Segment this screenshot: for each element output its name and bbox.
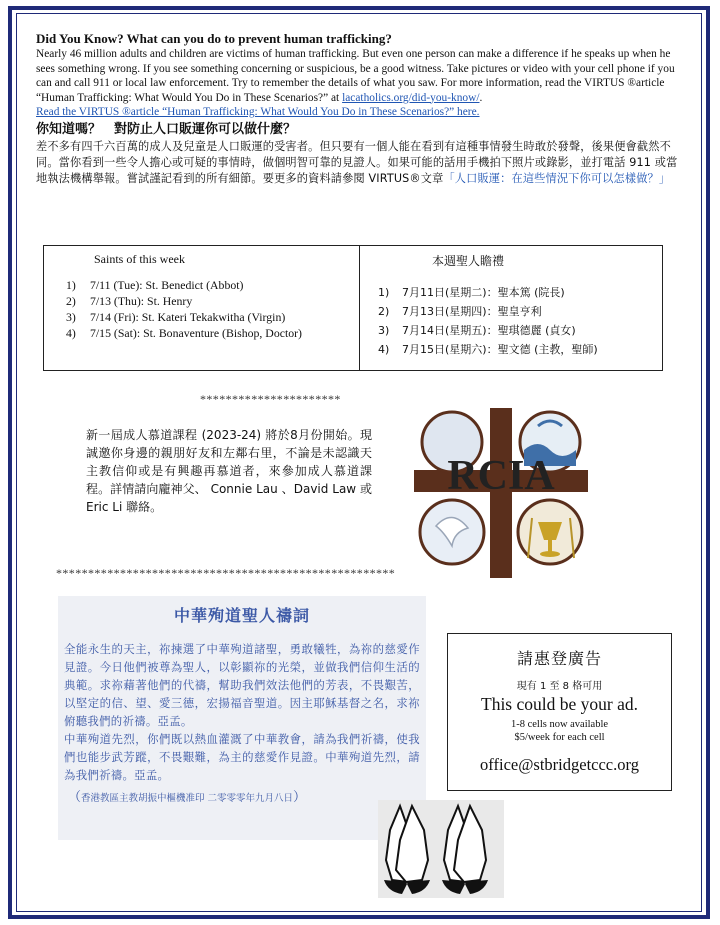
saint-num: 3): [378, 324, 390, 337]
rcia-logo: [414, 408, 588, 578]
saint-num: 2): [66, 294, 76, 308]
saint-text: 7月11日(星期二)：聖本篤 (院長): [402, 286, 565, 299]
saint-item: [66, 309, 302, 325]
lacatholics-link[interactable]: lacatholics.org/did-you-know/: [342, 91, 480, 104]
saints-title-zh: 本週聖人瞻禮: [432, 254, 505, 268]
logo-text: RCIA: [447, 453, 555, 499]
saint-item: [66, 293, 302, 309]
praying-hands-icon: [378, 800, 504, 898]
saints-title-en: Saints of this week: [94, 252, 185, 266]
saint-num: 3): [66, 310, 76, 324]
ad-cells-info: [448, 718, 671, 744]
trafficking-body-text: Nearly 46 million adults and children are victims of human trafficking. But even one person can make a difference if he speaks up when he sees something wrong. If you see something concerning or suspicious, be a good witness. Take pictures or video with your cell phone if you can and call 911 or local law enforcement. Try to remember the details of what you saw. For more information, read the VIRTUS ®article “Human Trafficking: What Would You Do in These Scenarios?” at: [36, 48, 675, 104]
saints-list-en: [66, 277, 302, 341]
saint-text: 7月15日(星期六)：聖文德 (主教，聖師): [402, 343, 598, 356]
prayer-box: [58, 596, 426, 840]
saint-num: 4): [66, 326, 76, 340]
divider-stars-top: **********************: [200, 392, 341, 406]
prayer-source-text: 香港教區主教胡振中樞機准印 二零零零年九月八日: [81, 793, 294, 804]
saint-num: 2): [378, 305, 390, 318]
paren-close: ）: [293, 790, 307, 805]
saint-num: 4): [378, 343, 390, 356]
prayer-body: 全能永生的天主，祢揀選了中華殉道諸聖，勇敢犧牲，為祢的慈愛作見證。今日他們被尊為聖人，以彰顯祢的光榮，並做我們信仰生活的典範。求祢藉著他們的代禱，幫助我們效法他們的芳表，不畏艱苦，以堅定的信、望、愛三德，宏揚福音聖道。因主耶穌基督之名，求祢俯聽我們的祈禱。亞孟。: [64, 642, 420, 728]
saint-num: 1): [378, 286, 390, 299]
ad-subtitle-zh: 現有 1 至 8 格可用: [516, 681, 603, 692]
saint-item: [378, 321, 598, 340]
prayer-body-2: 中華殉道先烈，你們既以熱血灌溉了中華教會，請為我們祈禱，使我們也能步武芳蹤，不畏艱難，為主的慈愛作見證。中華殉道先烈，請為我們祈禱。亞孟。: [64, 732, 420, 782]
saints-list-zh: [378, 283, 598, 359]
saints-column-en: [44, 246, 360, 370]
saint-text: 7/13 (Thu): St. Henry: [90, 294, 193, 308]
trafficking-body-period: .: [479, 91, 483, 104]
ad-email[interactable]: office@stbridgetccc.org: [480, 755, 639, 774]
saints-table: [43, 245, 663, 371]
saint-num: 1): [66, 278, 76, 292]
divider-stars-bottom: *****************************************************: [56, 566, 396, 580]
prayer-title: 中華殉道聖人禱詞: [173, 606, 310, 625]
ad-main-text: This could be your ad.: [481, 694, 638, 714]
trafficking-body-zh: [36, 139, 678, 187]
saint-text: 7月13日(星期四)：聖皇亨利: [402, 305, 542, 318]
rcia-announcement: 新一屆成人慕道課程 (2023-24) 將於8月份開始。現誠邀你身邊的親朋好友和左鄰右里，不論是未認識天主教信仰或是有興趣再慕道者，來參加成人慕道課程。詳情請向龐神父、 Connie Lau 、David Law 或 Eric Li 聯絡。: [86, 428, 372, 514]
trafficking-body-en: [36, 47, 678, 105]
ad-title-zh: 請惠登廣告: [516, 649, 602, 668]
ad-box: [447, 633, 672, 791]
virtus-article-link-line: [36, 105, 678, 120]
saint-item: [66, 277, 302, 293]
trafficking-section: [36, 31, 678, 187]
paren-open: （: [68, 790, 82, 805]
ad-price: $5/week for each cell: [514, 732, 605, 743]
saint-text: 7/11 (Tue): St. Benedict (Abbot): [90, 278, 244, 292]
saint-item: [66, 325, 302, 341]
ad-cells-available: 1-8 cells now available: [510, 719, 609, 730]
saint-item: [378, 283, 598, 302]
virtus-article-link[interactable]: Read the VIRTUS ®article “Human Trafficking: What Would You Do in These Scenarios?” here.: [36, 106, 480, 118]
virtus-article-link-zh[interactable]: 「人口販運：在這些情況下你可以怎樣做？」: [443, 171, 671, 185]
saint-text: 7/14 (Fri): St. Kateri Tekakwitha (Virgin): [90, 310, 286, 324]
saint-text: 7月14日(星期五)：聖琪德麗 (貞女): [402, 324, 576, 337]
trafficking-heading-en: Did You Know? What can you do to prevent human trafficking?: [36, 31, 392, 46]
saints-column-zh: [360, 246, 662, 370]
prayer-source: [68, 786, 420, 805]
saint-item: [378, 340, 598, 359]
saint-text: 7/15 (Sat): St. Bonaventure (Bishop, Doctor): [90, 326, 302, 340]
trafficking-body-zh-text: 差不多有四千六百萬的成人及兒童是人口販運的受害者。但只要有一個人能在看到有這種事情發生時敢於發聲，後果便會截然不同。當你看到一些令人擔心或可疑的事情時，做個明智可靠的見證人。如果可能的話用手機拍下照片或錄影，並打電話 911 或當地執法機構舉報。嘗試謹記看到的所有細節。要更多的資料請參閱 VIRTUS®文章: [36, 139, 678, 185]
saint-item: [378, 302, 598, 321]
trafficking-heading-zh: 你知道嗎？ 對防止人口販運你可以做什麼？: [36, 121, 297, 137]
